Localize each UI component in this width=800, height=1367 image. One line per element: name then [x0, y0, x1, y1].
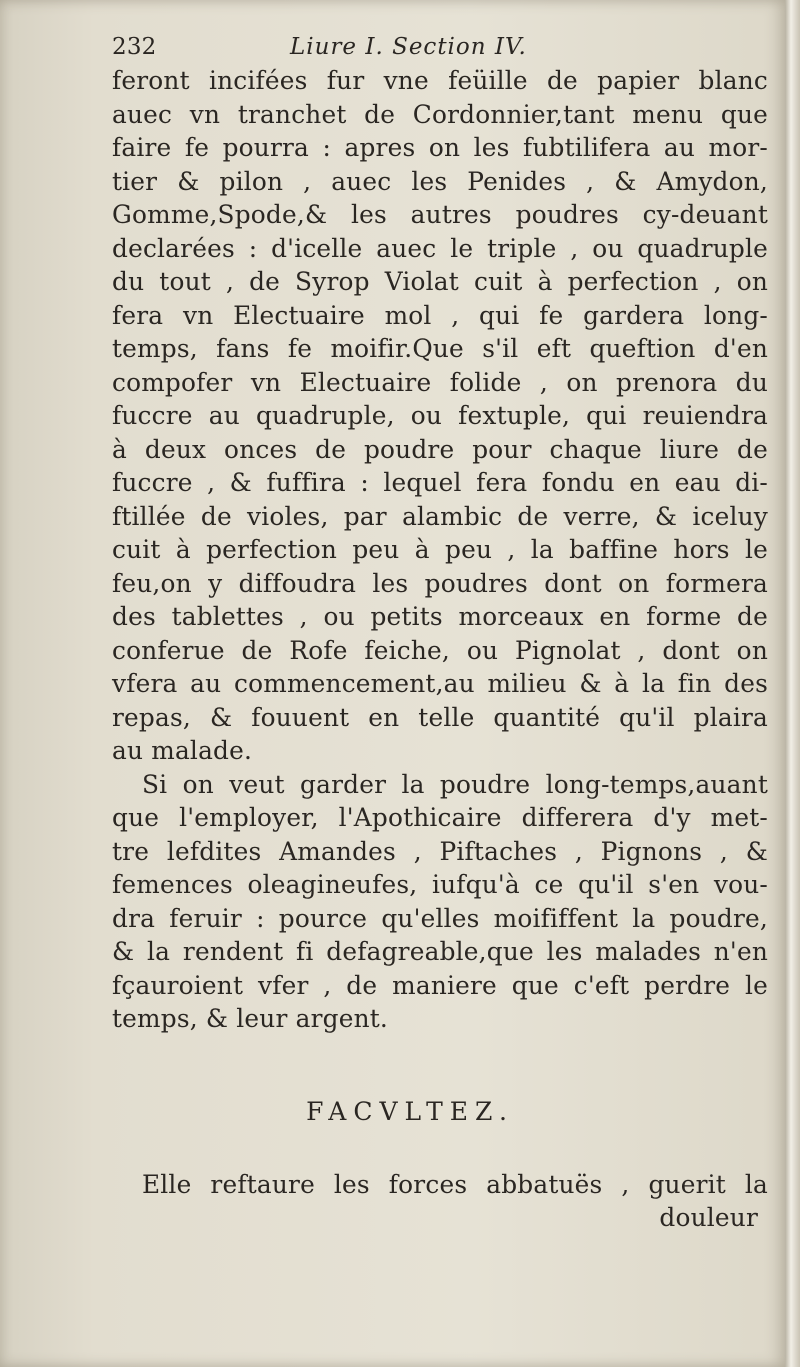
running-title: Liure I. Section IV. [290, 34, 527, 60]
text-line: du tout , de Syrop Violat cuit à perfection , on [112, 267, 768, 296]
page-number: 232 [112, 34, 157, 60]
text-line: tre lefdites Amandes , Piftaches , Pignons , & [112, 836, 768, 866]
page-header [112, 30, 768, 64]
text-line: auec vn tranchet de Cordonnier,tant menu que [112, 99, 768, 129]
paragraph-1 [112, 64, 768, 768]
text-line: fuccre , & fuffira : lequel fera fondu en eau di- [112, 468, 768, 497]
text-line: conferue de Rofe feiche, ou Pignolat , dont on [112, 635, 768, 665]
text-line: & la rendent fi defagreable,que les malades n'en [112, 937, 768, 966]
text-line: Gomme,Spode,& les autres poudres cy-deuant [112, 200, 768, 229]
text-line: faire fe pourra : apres on les fubtilifera au mor- [112, 133, 768, 162]
text-line: compofer vn Electuaire folide , on prenora du [112, 367, 768, 397]
text-line: feront incifées fur vne feüille de papier blanc [112, 66, 768, 95]
text-line: temps, fans fe moifir.Que s'il eft queftion d'en [112, 334, 768, 363]
text-line: Si on veut garder la poudre long-temps,auant [142, 769, 768, 799]
text-line: ftillée de violes, par alambic de verre, & iceluy [112, 501, 768, 531]
text-line: repas, & fouuent en telle quantité qu'il plaira [112, 702, 768, 732]
text-line: femences oleagineufes, iufqu'à ce qu'il s'en vou- [112, 870, 768, 899]
text-line: dra feruir : pource qu'elles moififfent la poudre, [112, 903, 768, 933]
text-line: que l'employer, l'Apothicaire differera d'y met- [112, 803, 768, 832]
text-line: tier & pilon , auec les Penides , & Amydon, [112, 166, 768, 196]
paragraph-2 [112, 768, 768, 1036]
page-edge [785, 0, 800, 1367]
text-line: au malade. [112, 736, 253, 765]
text-line: Elle reftaure les forces abbatuës , guerit la [142, 1169, 768, 1199]
text-line: temps, & leur argent. [112, 1004, 388, 1033]
section-heading: FACVLTEZ. [306, 1096, 514, 1126]
text-line: vfera au commencement,au milieu & à la fin des [112, 669, 768, 698]
section-paragraph [112, 1168, 768, 1235]
text-line: cuit à perfection peu à peu , la baffine hors le [112, 535, 768, 564]
text-line: fçauroient vfer , de maniere que c'eft perdre le [112, 970, 768, 1000]
page-text [112, 30, 768, 1234]
text-line: fuccre au quadruple, ou fextuple, qui reuiendra [112, 401, 768, 430]
text-line: à deux onces de poudre pour chaque liure de [112, 434, 768, 464]
catchword: douleur [659, 1203, 758, 1232]
text-line: fera vn Electuaire mol , qui fe gardera long- [112, 300, 768, 330]
text-line: feu,on y diffoudra les poudres dont on formera [112, 568, 768, 598]
text-line: declarées : d'icelle auec le triple , ou quadruple [112, 233, 768, 263]
text-line: des tablettes , ou petits morceaux en forme de [112, 602, 768, 631]
